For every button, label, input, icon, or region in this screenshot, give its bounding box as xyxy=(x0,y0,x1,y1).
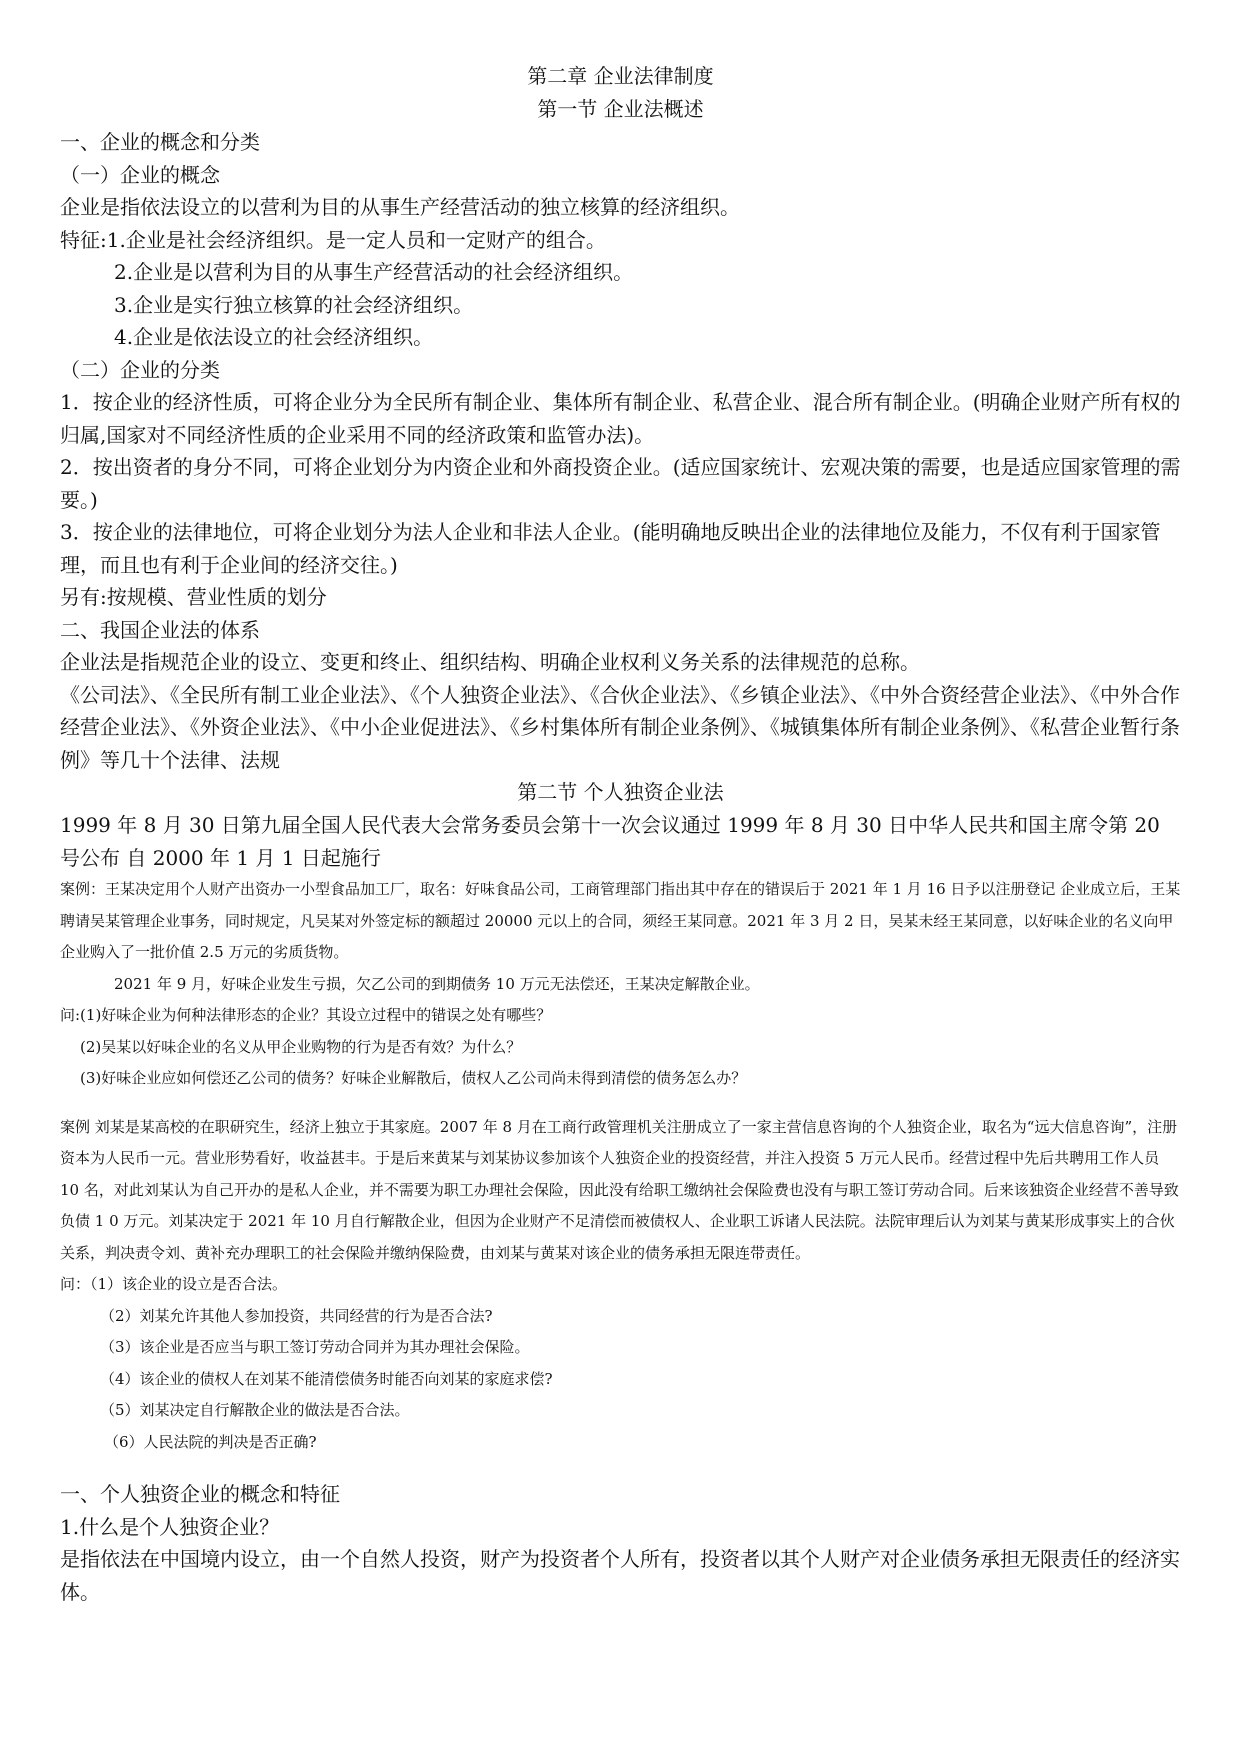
section2-title: 第二节 个人独资企业法 xyxy=(517,780,724,804)
case2-question-1: 问：（1）该企业的设立是否合法。 xyxy=(60,1275,288,1293)
answer-definition: 是指依法在中国境内设立，由一个自然人投资，财产为投资者个人所有，投资者以其个人财产对企业债务承担无限责任的经济实体。 xyxy=(60,1547,1180,1604)
chapter-title: 第二章 企业法律制度 xyxy=(527,64,714,88)
section2-concept xyxy=(60,1478,1181,1608)
case2-question-5: （5）刘某决定自行解散企业的做法是否合法。 xyxy=(100,1401,410,1419)
heading-sole-proprietorship: 一、个人独资企业的概念和特征 xyxy=(60,1482,340,1506)
question-what-is: 1.什么是个人独资企业？ xyxy=(60,1514,280,1539)
section1-title: 第一节 企业法概述 xyxy=(537,97,704,121)
law-list: 《公司法》、《全民所有制工业企业法》、《个人独资企业法》、《合伙企业法》、《乡镇企业法》、《中外合资经营企业法》、《中外合作经营企业法》、《外资企业法》、《中小企业促进法》、《乡村集体所有制企业条例》、《城镇集体所有制企业条例》、《私营企业暂行条例》等几十个法律、法规 xyxy=(60,682,1180,772)
definition-paragraph: 企业是指依法设立的以营利为目的从事生产经营活动的独立核算的经济组织。 xyxy=(60,195,740,219)
law-definition: 企业法是指规范企业的设立、变更和终止、组织结构、明确企业权利义务关系的法律规范的总称。 xyxy=(60,650,920,674)
case2-block xyxy=(60,1112,1181,1459)
case1-question-1: 问:(1)好味企业为何种法律形态的企业？其设立过程中的错误之处有哪些？ xyxy=(60,1006,552,1024)
feature-item-2: 2.企业是以营利为目的从事生产经营活动的社会经济组织。 xyxy=(114,260,634,284)
subheading-classification: （二）企业的分类 xyxy=(60,357,220,382)
feature-item-1: 特征:1.企业是社会经济组织。是一定人员和一定财产的组合。 xyxy=(60,227,606,252)
case1-question-3: (3)好味企业应如何偿还乙公司的债务？好味企业解散后，债权人乙公司尚未得到清偿的债务怎么办？ xyxy=(80,1069,747,1087)
case1-text-2: 2021 年 9 月，好味企业发生亏损，欠乙公司的到期债务 10 万元无法偿还，王某决定解散企业。 xyxy=(114,974,760,993)
law-enactment-note: 1999 年 8 月 30 日第九届全国人民代表大会常务委员会第十一次会议通过 1999 年 8 月 30 日中华人民共和国主席令第 20 号公布 自 2000 年 1 月 1 日起施行 xyxy=(60,813,1160,870)
case2-question-3: （3）该企业是否应当与职工签订劳动合同并为其办理社会保险。 xyxy=(100,1338,530,1356)
section1-body xyxy=(60,126,1181,776)
case2-question-2: （2）刘某允许其他人参加投资，共同经营的行为是否合法? xyxy=(100,1306,493,1325)
classification-item-1: 1．按企业的经济性质，可将企业分为全民所有制企业、集体所有制企业、私营企业、混合所有制企业。(明确企业财产所有权的归属,国家对不同经济性质的企业采用不同的经济政策和监管办法)。 xyxy=(60,390,1181,447)
case1-question-2: (2)吴某以好味企业的名义从甲企业购物的行为是否有效？为什么？ xyxy=(80,1037,522,1056)
case2-question-4: （4）该企业的债权人在刘某不能清偿债务时能否向刘某的家庭求偿? xyxy=(100,1369,553,1388)
feature-item-3: 3.企业是实行独立核算的社会经济组织。 xyxy=(114,292,474,317)
case1-text: 案例：王某决定用个人财产出资办一小型食品加工厂，取名：好味食品公司，工商管理部门指出其中存在的错误后于 2021 年 1 月 16 日予以注册登记 企业成立后，王某聘请吴某管理企业事务，同时规定，凡吴某对外签定标的额超过 20000 元以上的合同，须经王某同意。2021 年 3 月 2 日，吴某未经王某同意，以好味企业的名义向甲企业购入了一批价值 2.5 万元的劣质货物。 xyxy=(60,880,1181,961)
case2-text: 案例 刘某是某高校的在职研究生，经济上独立于其家庭。2007 年 8 月在工商行政管理机关注册成立了一家主营信息咨询的个人独资企业，取名为“远大信息咨询”，注册资本为人民币一元。营业形势看好，收益甚丰。于是后来黄某与刘某协议参加该个人独资企业的投资经营，并注入投资 5 万元人民币。经营过程中先后共聘用工作人员 10 名，对此刘某认为自己开办的是私人企业，并不需要为职工办理社会保险，因此没有给职工缴纳社会保险费也没有与职工签订劳动合同。后来该独资企业经营不善导致负债 1 0 万元。刘某决定于 2021 年 10 月自行解散企业，但因为企业财产不足清偿而被债权人、企业职工诉诸人民法院。法院审理后认为刘某与黄某形成事实上的合伙关系，判决责令刘、黄补充办理职工的社会保险并缴纳保险费，由刘某与黄某对该企业的债务承担无限连带责任。 xyxy=(60,1117,1179,1262)
case1-block xyxy=(60,874,1181,1095)
feature-item-4: 4.企业是依法设立的社会经济组织。 xyxy=(114,325,434,349)
case2-question-6: （6）人民法院的判决是否正确? xyxy=(104,1432,317,1451)
subheading-concept: （一）企业的概念 xyxy=(60,162,220,187)
heading-law-system: 二、我国企业法的体系 xyxy=(60,617,260,642)
heading-concept-classification: 一、企业的概念和分类 xyxy=(60,130,260,154)
classification-item-3: 3．按企业的法律地位，可将企业划分为法人企业和非法人企业。(能明确地反映出企业的法律地位及能力，不仅有利于国家管理，而且也有利于企业间的经济交往。) xyxy=(60,520,1161,577)
section2-intro xyxy=(60,809,1181,874)
classification-item-2: 2．按出资者的身分不同，可将企业划分为内资企业和外商投资企业。(适应国家统计、宏观决策的需要，也是适应国家管理的需要。) xyxy=(60,455,1181,512)
classification-other: 另有:按规模、营业性质的划分 xyxy=(60,585,327,609)
